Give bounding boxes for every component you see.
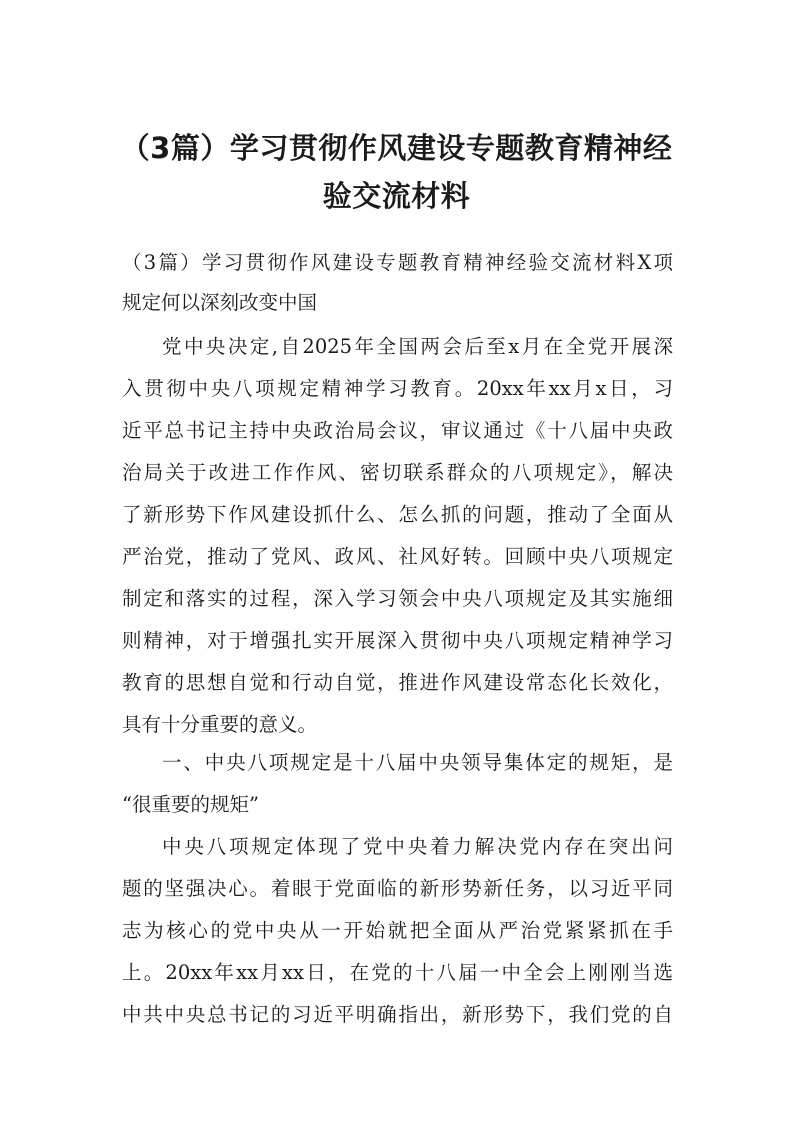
body-line: 制定和落实的过程，深入学习领会中央八项规定及其实施细 — [122, 587, 673, 610]
body-line: （3篇）学习贯彻作风建设专题教育精神经验交流材料X项 — [122, 251, 673, 274]
body-line: 近平总书记主持中央政治局会议，审议通过《十八届中央政 — [122, 419, 673, 442]
body-line: 上。20xx年xx月xx日，在党的十八届一中全会上刚刚当选 — [122, 961, 673, 984]
body-line: 则精神，对于增强扎实开展深入贯彻中央八项规定精神学习 — [122, 629, 673, 652]
body-line: 志为核心的党中央从一开始就把全面从严治党紧紧抓在手 — [122, 919, 673, 942]
section-heading-line: “很重要的规矩” — [122, 793, 259, 816]
body-line: 了新形势下作风建设抓什么、怎么抓的问题，推动了全面从 — [122, 503, 673, 526]
body-line: 中央八项规定体现了党中央着力解决党内存在突出问 — [162, 835, 673, 858]
body-line: 具有十分重要的意义。 — [122, 713, 318, 736]
body-line: 治局关于改进工作作风、密切联系群众的八项规定》，解决 — [122, 461, 673, 484]
document-title-line-2: 验交流材料 — [322, 179, 471, 213]
body-line: 严治党，推动了党风、政风、社风好转。回顾中央八项规定 — [122, 545, 673, 568]
body-line: 入贯彻中央八项规定精神学习教育。20xx年xx月x日，习 — [122, 377, 673, 400]
body-line: 规定何以深刻改变中国 — [122, 291, 318, 314]
document-title-line-1: （3篇）学习贯彻作风建设专题教育精神经 — [120, 131, 673, 165]
body-line: 题的坚强决心。着眼于党面临的新形势新任务，以习近平同 — [122, 877, 673, 900]
section-heading-line: 一、中央八项规定是十八届中央领导集体定的规矩，是 — [162, 751, 673, 774]
body-line: 中共中央总书记的习近平明确指出，新形势下，我们党的自 — [122, 1003, 673, 1026]
body-line: 党中央决定,自2025年全国两会后至x月在全党开展深 — [162, 335, 673, 358]
body-line: 教育的思想自觉和行动自觉，推进作风建设常态化长效化， — [122, 671, 673, 694]
